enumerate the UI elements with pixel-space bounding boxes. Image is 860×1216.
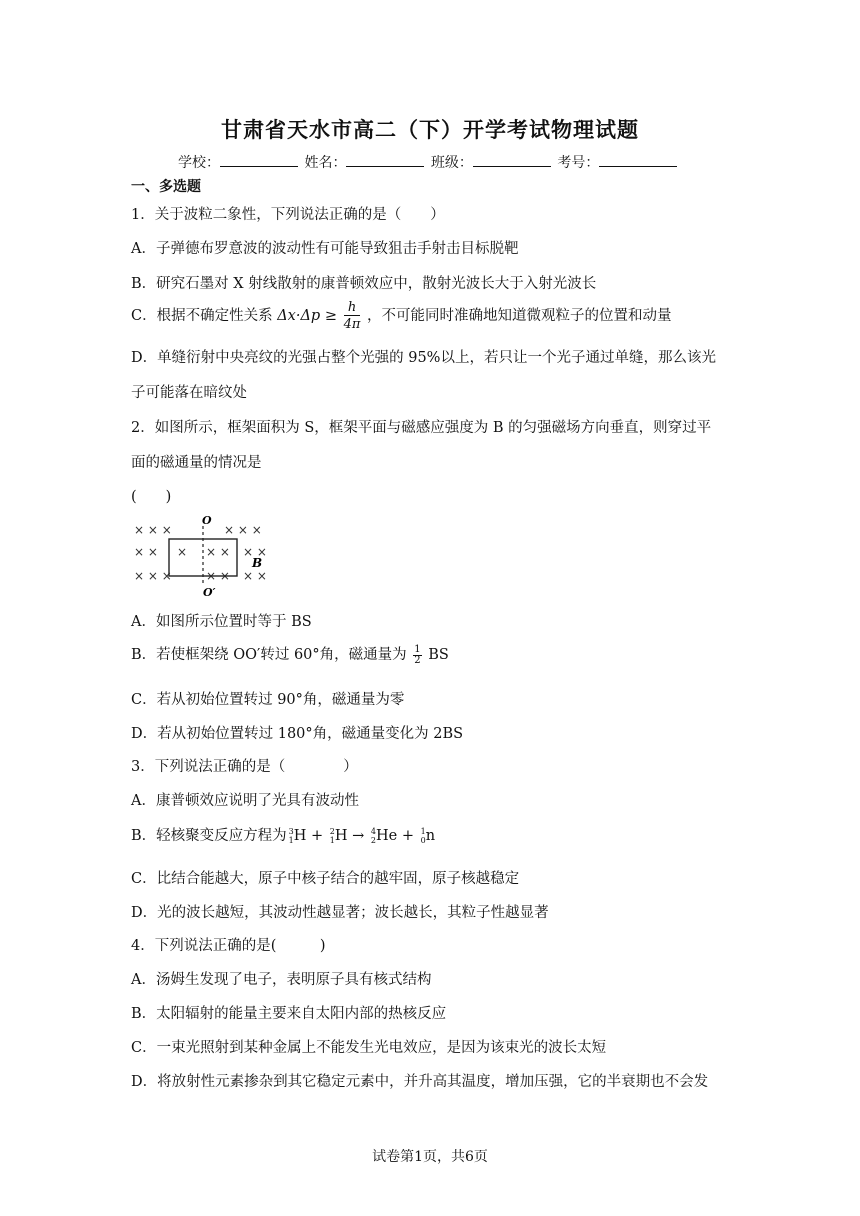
symbol-n: n xyxy=(425,828,436,844)
class-label: 班级： xyxy=(430,155,473,171)
svg-text:× ×: × × xyxy=(206,545,230,559)
q1-option-b: B．研究石墨对 X 射线散射的康普顿效应中，散射光波长大于入射光波长 xyxy=(131,276,597,292)
q4-option-c: C．一束光照射到某种金属上不能发生光电效应，是因为该束光的波长太短 xyxy=(131,1040,607,1056)
page-title: 甘肃省天水市高二（下）开学考试物理试题 xyxy=(221,118,639,142)
school-label: 学校： xyxy=(178,155,220,171)
symbol-h: H xyxy=(293,828,307,844)
q2-stem-line2: 面的磁通量的情况是 xyxy=(131,455,262,471)
q3-option-c: C．比结合能越大，原子中核子结合的越牢固，原子核越稳定 xyxy=(131,871,520,887)
q1-c-prefix: C．根据不确定性关系 xyxy=(131,308,273,324)
q2-b-suffix: BS xyxy=(428,647,449,663)
symbol-he: He xyxy=(376,828,398,844)
q2-option-d: D．若从初始位置转过 180°角，磁通量变化为 2BS xyxy=(131,726,464,742)
q1-option-c xyxy=(131,301,672,331)
page-footer: 试卷第1页，共6页 xyxy=(372,1149,488,1165)
class-blank[interactable] xyxy=(473,153,551,167)
magnetic-field-diagram xyxy=(131,512,281,598)
symbol-h: H xyxy=(334,828,348,844)
q2-paren: ( ) xyxy=(131,489,172,505)
q1-c-formula: Δx·Δp ≥ xyxy=(277,308,337,324)
q1-option-d-line1: D．单缝衍射中央亮纹的光强占整个光强的 95%以上，若只让一个光子通过单缝，那么该光 xyxy=(131,350,716,366)
plus-sign: + xyxy=(306,828,328,844)
svg-text:× ×: × × xyxy=(243,569,267,583)
q1-option-d-line2: 子可能落在暗纹处 xyxy=(131,385,247,401)
name-label: 姓名： xyxy=(304,155,347,171)
q3-b-prefix: B．轻核聚变反应方程为 xyxy=(131,828,287,844)
label-o: O xyxy=(202,514,212,527)
plus-sign: + xyxy=(397,828,419,844)
svg-text:× × ×: × × × xyxy=(224,523,262,537)
svg-text:×: × xyxy=(177,545,188,559)
q3-option-b xyxy=(131,824,435,845)
label-o-prime: O′ xyxy=(203,586,216,598)
label-b: B xyxy=(252,556,263,570)
q2-option-a: A．如图所示位置时等于 BS xyxy=(131,614,312,630)
q2-b-prefix: B．若使框架绕 OO′转过 60°角，磁通量为 xyxy=(131,647,407,663)
fraction-denominator: 4π xyxy=(343,317,361,332)
q1-stem: 1．关于波粒二象性，下列说法正确的是（ ） xyxy=(131,207,445,223)
svg-text:× ×: × × xyxy=(206,569,230,583)
fraction-denominator: 2 xyxy=(414,654,421,666)
q2-option-b xyxy=(131,643,449,666)
isotope-n: 1 0 xyxy=(420,827,426,845)
student-info-line xyxy=(178,152,679,172)
q3-stem: 3．下列说法正确的是（ ） xyxy=(131,759,358,775)
section-heading: 一、多选题 xyxy=(131,179,201,195)
q2-option-c: C．若从初始位置转过 90°角，磁通量为零 xyxy=(131,692,405,708)
q1-option-a: A．子弹德布罗意波的波动性有可能导致狙击手射击目标脱靶 xyxy=(131,241,519,257)
id-label: 考号： xyxy=(557,155,600,171)
q2-b-fraction xyxy=(413,645,421,666)
q3-option-d: D．光的波长越短，其波动性越显著；波长越长，其粒子性越显著 xyxy=(131,905,549,921)
name-blank[interactable] xyxy=(346,153,424,167)
svg-text:× ×: × × xyxy=(134,545,158,559)
q3-option-a: A．康普顿效应说明了光具有波动性 xyxy=(131,793,359,809)
school-blank[interactable] xyxy=(220,153,298,167)
q4-option-b: B．太阳辐射的能量主要来自太阳内部的热核反应 xyxy=(131,1006,447,1022)
isotope-he: 4 2 xyxy=(370,827,376,845)
q1-c-fraction xyxy=(344,301,361,331)
q1-c-suffix: ，不可能同时准确地知道微观粒子的位置和动量 xyxy=(367,308,672,324)
id-blank[interactable] xyxy=(599,153,677,167)
svg-text:× ×: × × xyxy=(243,545,267,559)
field-crosses xyxy=(134,523,267,583)
fraction-numerator: h xyxy=(344,301,361,316)
q4-option-a: A．汤姆生发现了电子，表明原子具有核式结构 xyxy=(131,972,432,988)
q4-stem: 4．下列说法正确的是( ) xyxy=(131,938,326,954)
isotope-h3: 3 1 xyxy=(288,827,294,845)
isotope-h2: 2 1 xyxy=(329,827,335,845)
fraction-numerator: 1 xyxy=(414,643,421,655)
q2-stem-line1: 2．如图所示，框架面积为 S，框架平面与磁感应强度为 B 的匀强磁场方向垂直，则穿过平 xyxy=(131,420,712,436)
q4-option-d: D．将放射性元素掺杂到其它稳定元素中，并升高其温度，增加压强，它的半衰期也不会发 xyxy=(131,1074,709,1090)
reaction-arrow: → xyxy=(347,828,369,844)
svg-text:× × ×: × × × xyxy=(134,569,172,583)
svg-text:× × ×: × × × xyxy=(134,523,172,537)
magnetic-field-figure xyxy=(131,512,281,602)
